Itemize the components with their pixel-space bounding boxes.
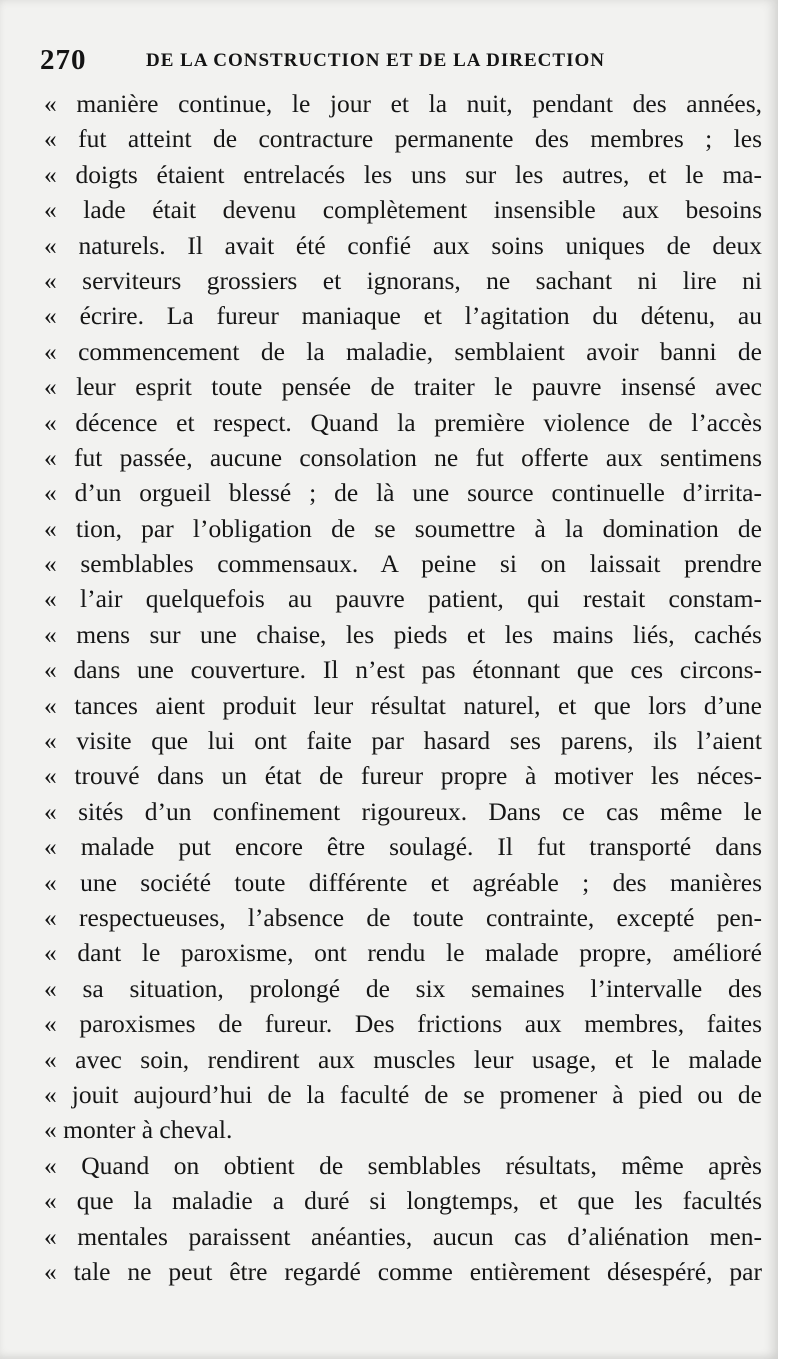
text-line: « visite que lui ont faite par hasard ses parens, ils l’aient [44, 726, 762, 756]
text-line: « monter à cheval. [44, 1115, 233, 1145]
text-line: « sa situation, prolongé de six semaines l’intervalle des [44, 973, 762, 1003]
text-line: « malade put encore être soulagé. Il fut transporté dans [44, 832, 762, 862]
text-line: « fut passée, aucune consolation ne fut offerte aux sentimens [44, 442, 762, 472]
text-line: « lade était devenu complètement insensible aux besoins [44, 195, 762, 225]
text-line: « tion, par l’obligation de se soumettre à la domination de [44, 513, 762, 543]
text-line: « d’un orgueil blessé ; de là une source continuelle d’irrita- [44, 478, 762, 508]
text-line: « fut atteint de contracture permanente des membres ; les [44, 124, 762, 154]
text-line: « mentales paraissent anéanties, aucun cas d’aliénation men- [44, 1221, 762, 1251]
text-line: « mens sur une chaise, les pieds et les mains liés, cachés [44, 619, 762, 649]
text-line: « tances aient produit leur résultat naturel, et que lors d’une [44, 690, 762, 720]
text-line: « que la maladie a duré si longtemps, et que les facultés [44, 1186, 762, 1216]
body-text [44, 86, 762, 1289]
running-head: DE LA CONSTRUCTION ET DE LA DIRECTION [146, 50, 605, 71]
text-line: « respectueuses, l’absence de toute contrainte, excepté pen- [44, 902, 762, 932]
page-header [40, 44, 740, 76]
text-line: « paroxismes de fureur. Des frictions aux membres, faites [44, 1009, 762, 1039]
text-line: « manière continue, le jour et la nuit, pendant des années, [44, 89, 762, 118]
text-line: « décence et respect. Quand la première violence de l’accès [44, 407, 762, 437]
text-line: « trouvé dans un état de fureur propre à motiver les néces- [44, 761, 762, 791]
text-line: « sités d’un confinement rigoureux. Dans ce cas même le [44, 796, 762, 826]
text-line: « jouit aujourd’hui de la faculté de se promener à pied ou de [44, 1079, 762, 1109]
text-line: « écrire. La fureur maniaque et l’agitation du détenu, au [44, 301, 762, 331]
text-line: « dant le paroxisme, ont rendu le malade propre, amélioré [44, 938, 762, 968]
text-line: « une société toute différente et agréable ; des manières [44, 867, 762, 897]
text-line: « tale ne peut être regardé comme entièrement désespéré, par [44, 1256, 762, 1286]
text-line: « naturels. Il avait été confié aux soins uniques de deux [44, 230, 762, 260]
page-number: 270 [40, 44, 87, 76]
text-line: « leur esprit toute pensée de traiter le pauvre insensé avec [44, 372, 762, 402]
text-line: « serviteurs grossiers et ignorans, ne sachant ni lire ni [44, 265, 762, 295]
text-line: « semblables commensaux. A peine si on laissait prendre [44, 549, 762, 579]
text-line: « l’air quelquefois au pauvre patient, qui restait constam- [44, 584, 762, 614]
text-line: « commencement de la maladie, semblaient avoir banni de [44, 336, 762, 366]
text-line: « Quand on obtient de semblables résultats, même après [44, 1150, 762, 1180]
text-line: « avec soin, rendirent aux muscles leur usage, et le malade [44, 1044, 762, 1074]
text-line: « doigts étaient entrelacés les uns sur les autres, et le ma- [44, 159, 762, 189]
text-line: « dans une couverture. Il n’est pas étonnant que ces circons- [44, 655, 762, 685]
